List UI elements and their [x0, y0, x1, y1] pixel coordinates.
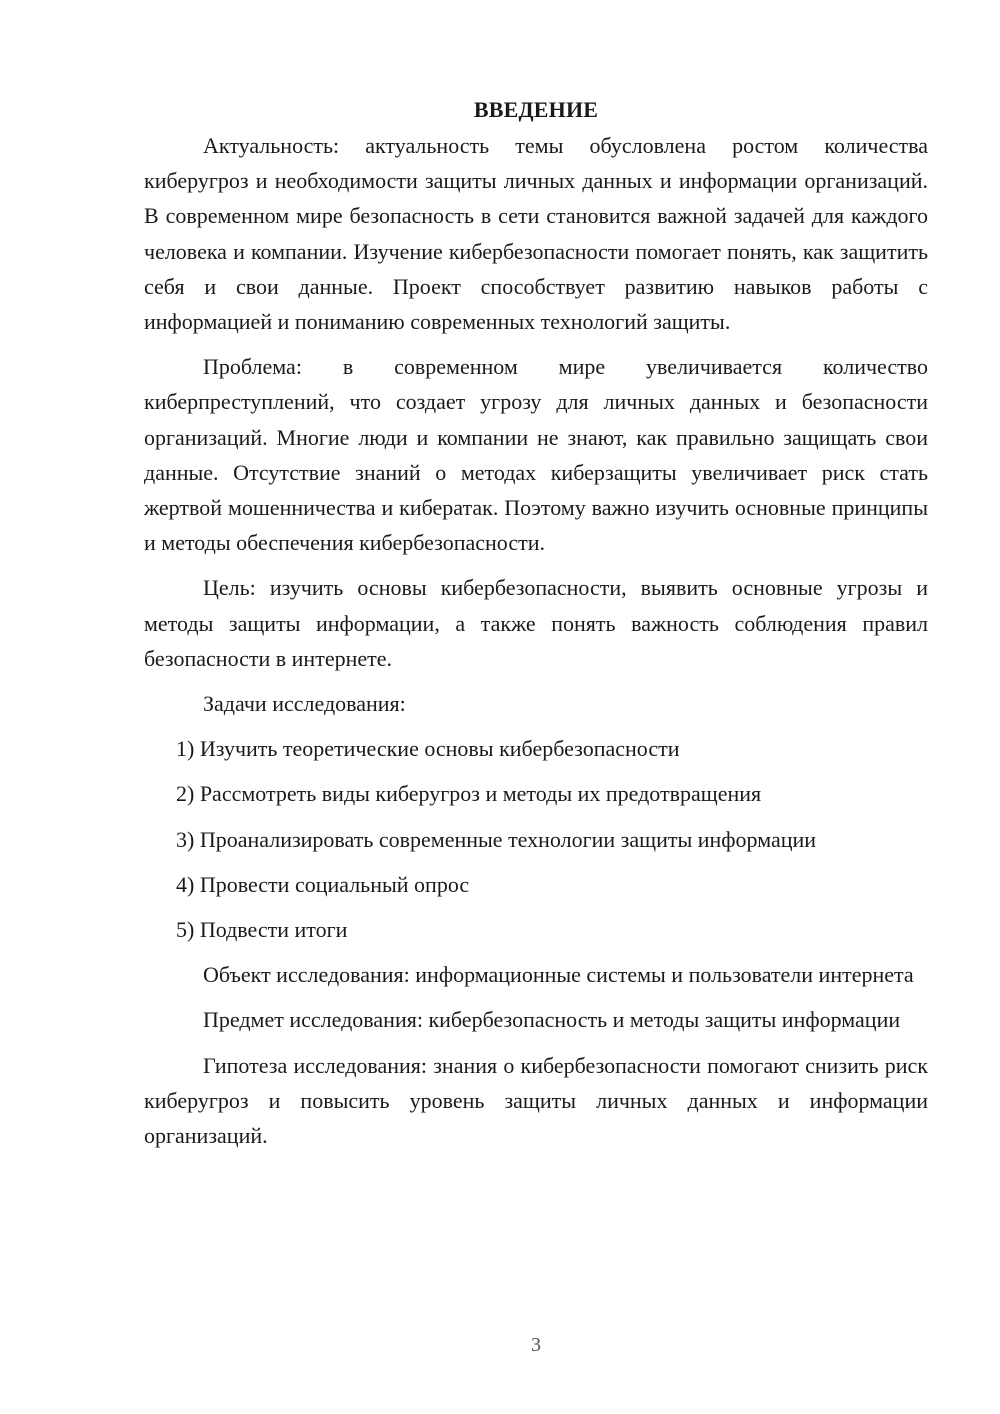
subject-paragraph: Предмет исследования: кибербезопасность и методы защиты информации	[203, 1007, 901, 1033]
tasks-list	[144, 731, 928, 947]
list-item: 3) Проанализировать современные технологии защиты информации	[176, 826, 817, 852]
section-title: ВВЕДЕНИЕ	[473, 97, 599, 122]
document-page	[144, 92, 928, 1163]
tasks-heading: Задачи исследования:	[203, 691, 406, 717]
list-item: 2) Рассмотреть виды киберугроз и методы их предотвращения	[176, 781, 762, 807]
list-item: 5) Подвести итоги	[176, 917, 348, 943]
relevance-paragraph: Актуальность: актуальность темы обусловлена ростом количества киберугроз и необходимости защиты личных данных и информации организаций. В современном мире безопасность в сети становится важной задачей для каждого человека и компании. Изучение кибербезопасности помогает понять, как защитить себя и свои данные. Проект способствует развитию навыков работы с информацией и пониманию современных технологий защиты.	[144, 133, 928, 335]
hypothesis-paragraph: Гипотеза исследования: знания о кибербезопасности помогают снизить риск киберугроз и повысить уровень защиты личных данных и информации организаций.	[144, 1052, 928, 1149]
problem-paragraph: Проблема: в современном мире увеличивается количество киберпреступлений, что создает угрозу для личных данных и безопасности организаций. Многие люди и компании не знают, как правильно защищать свои данные. Отсутствие знаний о методах киберзащиты увеличивает риск стать жертвой мошенничества и кибератак. Поэтому важно изучить основные принципы и методы обеспечения кибербезопасности.	[144, 354, 928, 556]
goal-paragraph: Цель: изучить основы кибербезопасности, выявить основные угрозы и методы защиты информации, а также понять важность соблюдения правил безопасности в интернете.	[144, 575, 928, 671]
object-paragraph: Объект исследования: информационные системы и пользователи интернета	[203, 962, 914, 988]
list-item: 1) Изучить теоретические основы кибербезопасности	[176, 736, 680, 762]
list-item: 4) Провести социальный опрос	[176, 871, 470, 897]
page-number: 3	[531, 1334, 541, 1356]
